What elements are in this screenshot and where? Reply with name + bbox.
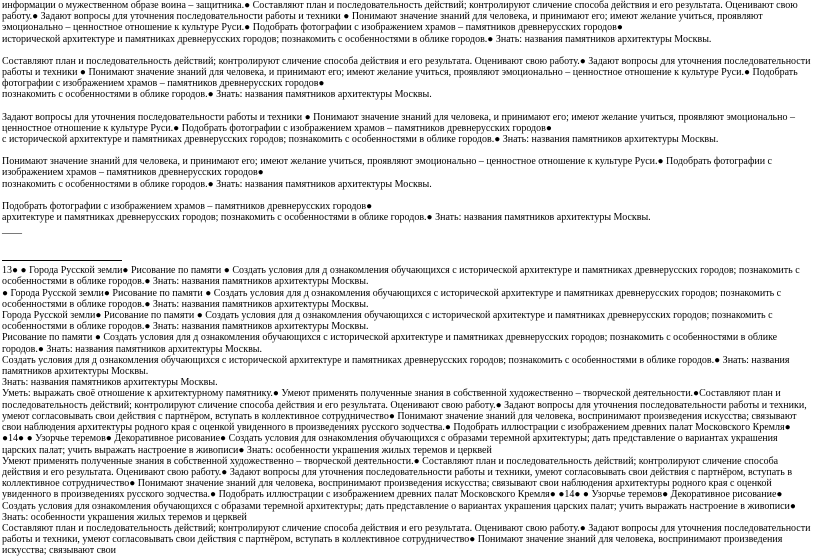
- note-8: Умеют применять полученные знания в собственной художественно – творческой деятельности.● Составляют план и последовательность действий; контролируют сличение способа действия и его результата. Оценивают свою работу.● Задают вопросы для уточнения последовательности работы и техники, умеют согласовывать свои действия с партнёром, вступать в коллективное сотрудничество● Понимают значение знаний для человека, воспринимают произведения искусства; связывают свои наблюдения архитектуры родного края с оценкой увиденного в произведениях русского зодчества.● Подобрать иллюстрации с изображением древних палат Московского Кремля● ●14● ● Узорчье теремов● Декоративное рисование● Создать условия для ознакомления обучающихся с образами теремной архитектуры; дать представление о вариантах украшения царских палат; учить выражать настроение в живописи● Знать: особенности украшения жилых теремов и церквей: [2, 455, 796, 523]
- paragraph-8: познакомить с особенностями в облике городов.● Знать: названия памятников архитектуры Москвы.: [2, 178, 432, 190]
- note-4: Рисование по памяти ● Создать условия для д ознакомления обучающихся с исторической архитектуре и памятниках древнерусских городов; познакомить с особенностями в облике городов.● Знать: названия памятников архитектуры Москвы.: [2, 332, 778, 355]
- paragraph-10: архитектуре и памятниках древнерусских городов; познакомить с особенностями в облике городов.● Знать: названия памятников архитектуры Москвы.: [2, 212, 651, 224]
- note-7: Уметь: выражать своё отношение к архитектурному памятнику.● Умеют применять полученные знания в собственной художественно – творческой деятельности.●Составляют план и последовательность действий; контролируют сличение способа действия и его результата. Оценивают свою работу.● Задают вопросы для уточнения последовательности работы и техники, умеют согласовывать свои действия с партнёром, вступать в коллективное сотрудничество● Понимают значение знаний для человека, воспринимают произведения искусства; связывают свои наблюдения архитектуры родного края с оценкой увиденного в произведениях русского зодчества.● Подобрать иллюстрации с изображением древних палат Московского Кремля● ●14● ● Узорчье теремов● Декоративное рисование● Создать условия для ознакомления обучающихся с образами теремной архитектуры; дать представление о вариантах украшения царских палат; учить выражать настроение в живописи● Знать: особенности украшения жилых теремов и церквей: [2, 388, 807, 456]
- paragraph-9: Подобрать фотографии с изображением храмов – памятников древнерусских городов●: [2, 200, 373, 212]
- note-9: Составляют план и последовательность действий; контролируют сличение способа действия и его результата. Оценивают свою работу.● Задают вопросы для уточнения последовательности работы и техники, умеют согласовывать свои действия с партнёром, вступать в коллективное сотрудничество● Понимают значение знаний для человека, воспринимают произведения искусства; связывают свои: [2, 522, 811, 557]
- note-5: Создать условия для д ознакомления обучающихся с исторической архитектуре и памятниках древнерусских городов; познакомить с особенностями в облике городов.● Знать: названия памятников архитектуры Москвы.: [2, 354, 790, 378]
- paragraph-4: познакомить с особенностями в облике городов.● Знать: названия памятников архитектуры Москвы.: [2, 89, 432, 101]
- note-6: Знать: названия памятников архитектуры Москвы.: [2, 377, 218, 389]
- footnote-separator: [2, 260, 122, 261]
- note-2: ● Города Русской земли● Рисование по памяти ● Создать условия для д ознакомления обучающихся с исторической архитектуре и памятниках древнерусских городов; познакомить с особенностями в облике городов.● Знать: названия памятников архитектуры Москвы.: [2, 287, 782, 310]
- paragraph-1: информации о мужественном образе воина – защитника.● Составляют план и последовательность действий; контролируют сличение способа действия и его результата. Оценивают свою работу.● Задают вопросы для уточнения последовательности работы и техники ● Понимают значение знаний для человека, и принимают его; имеют желание учиться, проявляют эмоционально – ценностное отношение к культуре Руси.● Подобрать фотографии с изображением храмов – памятников древнерусских городов●: [2, 0, 798, 34]
- paragraph-2: исторической архитектуре и памятниках древнерусских городов; познакомить с особенностями в облике городов.● Знать: названия памятников архитектуры Москвы.: [2, 33, 712, 45]
- paragraph-5: Задают вопросы для уточнения последовательности работы и техники ● Понимают значение знаний для человека, и принимают его; имеют желание учиться, проявляют эмоционально – ценностное отношение к культуре Руси.● Подобрать фотографии с изображением храмов – памятников древнерусских городов●: [2, 111, 795, 134]
- paragraph-7: Понимают значение знаний для человека, и принимают его; имеют желание учиться, проявляют эмоционально – ценностное отношение к культуре Руси.● Подобрать фотографии с изображением храмов – памятников древнерусских городов●: [2, 156, 772, 179]
- paragraph-6: с исторической архитектуре и памятниках древнерусских городов; познакомить с особенностями в облике городов.● Знать: названия памятников архитектуры Москвы.: [2, 134, 719, 146]
- short-rule: ____: [2, 224, 22, 236]
- note-3: Города Русской земли● Рисование по памяти ● Создать условия для д ознакомления обучающихся с исторической архитектуре и памятниках древнерусских городов; познакомить с особенностями в облике городов.● Знать: названия памятников архитектуры Москвы.: [2, 310, 773, 333]
- paragraph-3: Составляют план и последовательность действий; контролируют сличение способа действия и его результата. Оценивают свою работу.● Задают вопросы для уточнения последовательности работы и техники ● Понимают значение знаний для человека, и принимают его; имеют желание учиться, проявляют эмоционально – ценностное отношение к культуре Руси.● Подобрать фотографии с изображением храмов – памятников древнерусских городов●: [2, 55, 811, 90]
- note-1: 13● ● Города Русской земли● Рисование по памяти ● Создать условия для д ознакомления обучающихся с исторической архитектуре и памятниках древнерусских городов; познакомить с особенностями в облике городов.● Знать: названия памятников архитектуры Москвы.: [2, 265, 800, 288]
